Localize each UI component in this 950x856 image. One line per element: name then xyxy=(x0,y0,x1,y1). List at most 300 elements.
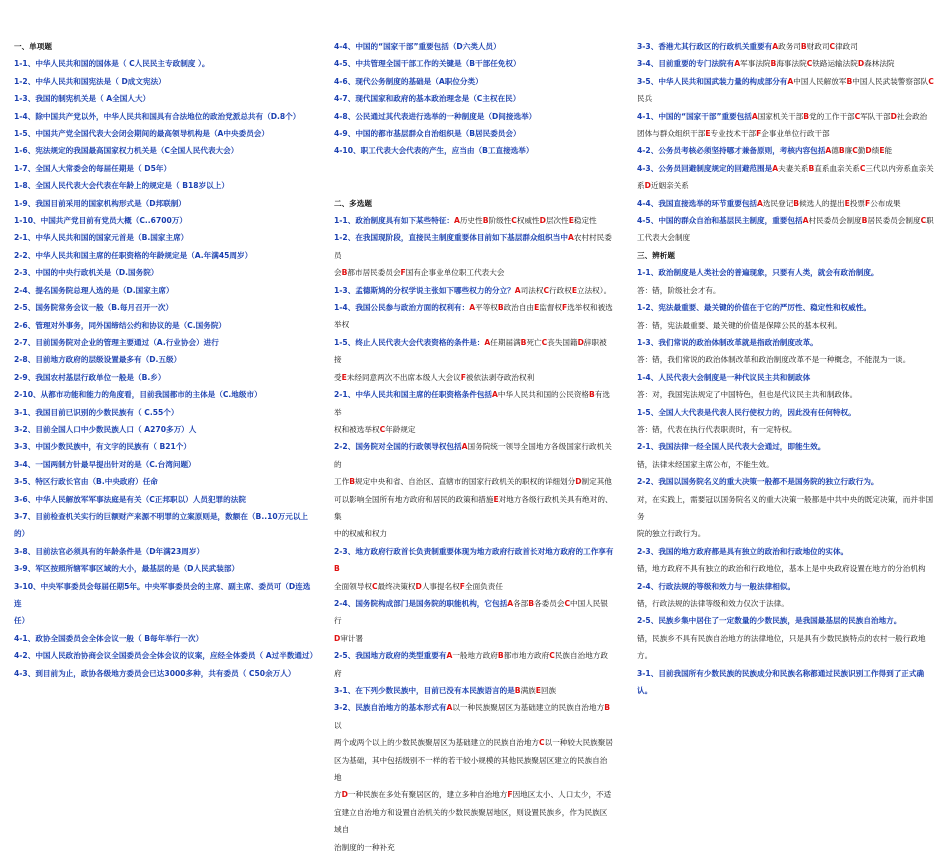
answer-option-letter: D xyxy=(539,216,546,226)
body-text: 两个或两个以上的少数民族聚居区为基础建立的民族自治地方 xyxy=(334,738,540,748)
body-text: 民兵 xyxy=(637,94,653,104)
question-text: 2-3、中国的中央行政机关是（D.国务院） xyxy=(14,268,159,278)
question-text: 2-3、地方政府行政首长负责制重要体现为地方政府行政首长对地方政府的工作享有 xyxy=(334,546,614,556)
question-text: 4-2、中国人民政治协商会议全国委员会全体会议的议案，应经全体委员（ A过半数通过） xyxy=(14,651,318,661)
text-line xyxy=(334,734,614,751)
text-line xyxy=(334,90,614,107)
text-line xyxy=(637,612,937,629)
answer-option-letter: E xyxy=(568,216,574,226)
text-line xyxy=(14,73,314,90)
body-text: 制定其他 xyxy=(581,477,612,487)
body-text: 错，地方政府不具有独立的政治和行政地位，基本上是中央政府设置在地方的分治机构 xyxy=(637,564,926,574)
question-text: 4-3、公务员回避制度规定的回避范围是 xyxy=(637,163,773,173)
body-text: 职 xyxy=(926,216,934,226)
text-line xyxy=(334,229,614,264)
body-text: 中的权威和权力 xyxy=(334,529,388,539)
body-text: 候选人的提出 xyxy=(799,198,845,208)
answer-option-letter: F xyxy=(460,372,466,382)
answer-option-letter: B xyxy=(800,42,807,51)
text-line xyxy=(334,525,614,542)
answer-option-letter: D xyxy=(857,59,865,69)
column-left xyxy=(14,38,318,682)
text-line xyxy=(14,386,314,403)
text-line xyxy=(334,699,614,734)
answer-option-letter: A xyxy=(757,198,763,208)
question-text: 1-5、中国共产党全国代表大会闭会期间的最高领导机构是（A中央委员会） xyxy=(14,129,269,139)
body-text: 团体与群众组织干部 xyxy=(637,129,706,139)
body-text: 对，在实践上，需要冠以国务院名义的重大决策一般都是中共中央的既定决策，而并非国务 xyxy=(637,494,934,521)
answer-option-letter: F xyxy=(865,198,871,208)
body-text: 森林法院 xyxy=(864,59,895,69)
text-line xyxy=(334,142,614,159)
text-line xyxy=(14,578,314,613)
body-text: 因地区太小、人口太少，不适 xyxy=(512,790,612,800)
body-text: 工作 xyxy=(334,477,350,487)
text-line xyxy=(637,282,937,299)
text-line xyxy=(334,195,614,212)
question-text: 3-9、军区按照所辖军事区域的大小，最基层的是（D人民武装部） xyxy=(14,564,240,574)
body-text: 勤 xyxy=(857,146,866,156)
body-text: 立法权 xyxy=(577,285,600,295)
text-line xyxy=(14,647,318,664)
answer-option-letter: B xyxy=(341,268,348,278)
text-line xyxy=(334,804,614,839)
text-line xyxy=(14,229,314,246)
text-line xyxy=(14,351,314,368)
body-text: 各委员会 xyxy=(534,598,565,608)
question-text: 3-5、中华人民共和国武装力量的构成部分有 xyxy=(637,76,788,86)
question-text: 2-10、从都市功能和能力的角度看，目前我国都市的主体是（C.地级市） xyxy=(14,390,262,400)
body-text: 宜建立自治地方和设置自治机关的少数民族聚居地区，则设置民族乡，作为民族区域自 xyxy=(334,807,608,835)
body-text: 答：错，代表在执行代表职责时，有一定特权。 xyxy=(637,424,797,434)
body-text: 直系血亲关系 xyxy=(814,163,860,173)
text-line xyxy=(637,55,937,72)
question-text: 4-2、公务员考核必须坚持哪才兼备原则，考核内容包括 xyxy=(637,146,826,156)
body-text: 以一种较大民族聚居 xyxy=(544,738,613,748)
body-text: 任期届满 xyxy=(490,337,521,347)
answer-option-letter: B xyxy=(838,146,845,156)
body-text: 财政司 xyxy=(806,42,830,51)
body-text: 军事法院 xyxy=(740,59,771,69)
body-text: 以一种民族聚居区为基础建立的民族自治地方 xyxy=(452,703,605,713)
answer-option-letter: D xyxy=(575,477,582,487)
body-text: 有选举 xyxy=(334,390,610,417)
answer-option-letter: E xyxy=(705,129,711,139)
text-line xyxy=(637,334,937,351)
answer-option-letter: E xyxy=(534,303,540,313)
text-line xyxy=(14,108,314,125)
text-line xyxy=(14,560,314,577)
answer-option-letter: A xyxy=(825,146,832,156)
body-text: 律政司 xyxy=(835,42,858,51)
body-text: 区为基础，其中包括级别不一样的若干较小规模的其他民族聚居区建立的民族自治地 xyxy=(334,755,608,783)
text-line xyxy=(637,665,937,700)
question-text: 2-8、目前地方政府的层级设置最多有（D.五级） xyxy=(14,355,182,365)
question-text: 3-4、一国两制方针最早提出针对的是（C.台湾问题） xyxy=(14,459,196,469)
question-text: 1-8、全国人民代表大会代表在年龄上的规定是（ B18岁以上） xyxy=(14,181,229,191)
text-line xyxy=(334,125,614,142)
text-line xyxy=(334,299,614,316)
text-line xyxy=(637,177,937,194)
question-text: 2-1、我国法律一经全国人民代表大会通过，即能生效。 xyxy=(637,442,826,452)
text-line xyxy=(14,299,314,316)
text-line xyxy=(14,38,314,55)
answer-option-letter: B xyxy=(482,216,489,226)
answer-option-letter: A xyxy=(567,233,574,243)
body-text: 能 xyxy=(884,146,893,156)
answer-option-letter: B xyxy=(520,337,527,347)
answer-option-letter: D xyxy=(577,337,584,347)
answer-option-letter: A xyxy=(469,303,476,313)
text-line xyxy=(637,299,937,316)
body-text: 中国人民解放军 xyxy=(793,76,847,86)
body-text: 举权 xyxy=(334,320,350,330)
body-text: 错，法律未经国家主席公布，不能生效。 xyxy=(637,459,774,469)
text-line xyxy=(637,578,937,595)
body-text: 农村村民委员 xyxy=(334,233,612,260)
body-text: 选民登记 xyxy=(762,198,794,208)
text-line xyxy=(334,264,614,281)
answer-option-letter: C xyxy=(859,163,866,173)
body-text: 都市地方政府 xyxy=(503,651,550,661)
answer-option-letter: A xyxy=(751,111,758,121)
text-line xyxy=(334,282,614,299)
body-text: 海事法院 xyxy=(776,59,807,69)
text-line xyxy=(637,212,937,229)
text-line xyxy=(637,90,937,107)
question-text: 3-3、香港尤其行政区的行政机关重要有 xyxy=(637,42,773,51)
body-text: 满族 xyxy=(520,686,536,695)
body-text: 三、辨析题 xyxy=(637,250,675,260)
question-text: 3-6、中华人民解放军军事法庭是有关（C正邦职以）人员犯罪的法院 xyxy=(14,494,246,504)
question-text: 4-4、中国的“国家干部”重要包括（D六类人员） xyxy=(334,42,501,51)
answer-option-letter: E xyxy=(493,494,499,504)
body-text: 答：错，我们常说的政治体制改革和政治制度改革不是一种概念，不能混为一谈。 xyxy=(637,355,911,365)
question-text: 2-5、我国地方政府的类型重要有 xyxy=(334,651,447,661)
answer-option-letter: B xyxy=(589,390,595,400)
body-text: 答：错，宪法最重要、最关键的价值是保障公民的基本权利。 xyxy=(637,320,843,330)
text-line xyxy=(14,508,314,543)
question-text: 2-4、行政法规的等级和效力与一般法律相似。 xyxy=(637,581,795,591)
body-text: 稳定性 xyxy=(573,216,597,226)
body-text: 规定中央和省、自治区、直辖市的国家行政机关的职权的详细划分 xyxy=(354,477,576,487)
answer-option-letter: A xyxy=(734,59,741,69)
text-line xyxy=(637,491,937,526)
answer-option-letter: F xyxy=(459,581,465,591)
answer-option-letter: B xyxy=(349,477,355,487)
body-text: 以 xyxy=(334,720,342,730)
answer-option-letter: A xyxy=(787,76,794,86)
text-line xyxy=(334,595,614,630)
text-line xyxy=(14,404,314,421)
question-text: 2-2、国务院对全国的行政领导权包括 xyxy=(334,442,462,452)
answer-option-letter: A xyxy=(802,216,809,226)
question-text: 1-1、政治制度是人类社会的普遍现象，只要有人类，就会有政治制度。 xyxy=(637,268,879,278)
text-line xyxy=(334,386,614,421)
question-text: 4-8、公民通过其代表进行选举的一种制度是（D间接选举） xyxy=(334,111,537,121)
answer-option-letter: E xyxy=(535,686,541,695)
body-text: 一种民族在多处有聚居区的，建立多种自治地方 xyxy=(347,790,508,800)
question-text: 1-2、宪法最重要、最关键的价值在于它的严厉性、稳定性和权威性。 xyxy=(637,303,871,313)
body-text: 被依法剥夺政治权利 xyxy=(465,372,535,382)
body-text: 企事业单位行政干部 xyxy=(761,129,830,139)
question-text: 1-2、中华人民共和国宪法是（ D成文宪法） xyxy=(14,76,166,86)
question-text: 1-4、除中国共产党以外，中华人民共和国具有合法地位的政治党派总共有（D.8个） xyxy=(14,111,301,121)
answer-option-letter: C xyxy=(379,424,386,434)
text-line xyxy=(14,90,314,107)
body-text: 政治自由 xyxy=(503,303,535,313)
body-text: 社会政治 xyxy=(896,111,928,121)
answer-option-letter: A xyxy=(461,442,468,452)
answer-option-letter: C xyxy=(806,59,813,69)
question-text: 1-1、中华人民共和国的国体是（ C人民民主专政制度 ）。 xyxy=(14,59,210,69)
body-text: 民族自治地方政府 xyxy=(334,651,608,678)
body-text: 受 xyxy=(334,372,342,382)
answer-option-letter: C xyxy=(549,651,555,661)
answer-option-letter: B xyxy=(514,686,521,695)
question-text: 2-5、民族乡集中居住了一定数量的少数民族，是我国最基层的民族自治地方。 xyxy=(637,616,902,626)
text-line xyxy=(637,317,937,334)
body-text: 中华人民共和国的公民资格 xyxy=(497,390,590,400)
body-text: 村民委员会制度 xyxy=(808,216,862,226)
body-text: 可以影响全国所有地方政府和居民的政策和措施 xyxy=(334,494,494,504)
question-text: 4-6、现代公务制度的基础是（A职位分类） xyxy=(334,76,483,86)
body-text: 一般地方政府 xyxy=(452,651,498,661)
answer-option-letter: C xyxy=(511,216,517,226)
text-line xyxy=(637,142,937,159)
question-text: 2-3、我国的地方政府都是具有独立的政治和行政地位的实体。 xyxy=(637,546,849,556)
body-text: 行政权 xyxy=(549,285,572,295)
body-text: 最终决策权 xyxy=(377,581,416,591)
body-text: 廉 xyxy=(844,146,853,156)
question-text: 1-7、全国人大常委会的每届任期是（ D5年） xyxy=(14,163,172,173)
question-text: 3-1、我国目前已识别的少数民族有（ C.55个） xyxy=(14,407,179,417)
answer-option-letter: D xyxy=(890,111,897,121)
body-text: 工代表大会制度 xyxy=(637,233,691,243)
text-line xyxy=(637,630,937,665)
body-text: 人事提名权 xyxy=(421,581,460,591)
body-text: 居民委员会制度 xyxy=(867,216,921,226)
text-line xyxy=(14,438,314,455)
answer-option-letter: A xyxy=(492,390,498,400)
body-text: 阶级性 xyxy=(488,216,512,226)
text-line xyxy=(637,229,937,246)
text-line xyxy=(14,160,314,177)
body-text: 投票 xyxy=(849,198,866,208)
text-line xyxy=(334,212,614,229)
question-text: 任） xyxy=(14,616,30,626)
question-text: 1-3、我们常说的政治体制改革就是指政治制度改革。 xyxy=(637,337,818,347)
question-text: 4-3、到目前为止，政协各级地方委员会已达3000多种，共有委员（ C50余万人） xyxy=(14,668,296,678)
answer-option-letter: C xyxy=(543,285,550,295)
answer-option-letter: C xyxy=(852,146,858,156)
body-text: 德 xyxy=(831,146,839,156)
text-line xyxy=(14,334,314,351)
text-line xyxy=(334,578,614,595)
answer-option-letter: B xyxy=(497,651,504,661)
text-line xyxy=(637,438,937,455)
answer-option-letter: E xyxy=(341,372,347,382)
answer-option-letter: A xyxy=(446,703,453,713)
body-text: 监督权 xyxy=(539,303,563,313)
body-text: 选举权和被选 xyxy=(567,303,613,313)
column-right xyxy=(637,38,937,699)
text-line xyxy=(637,73,937,90)
question-text: 2-5、国务院常务会议一般（B.每月召开一次） xyxy=(14,303,174,313)
body-text: 司法权 xyxy=(520,285,544,295)
answer-option-letter: D xyxy=(644,181,651,191)
body-text: 政务司 xyxy=(778,42,801,51)
question-text: 4-10、职工代表大会代表的产生，应当由（B工直接选举） xyxy=(334,146,534,156)
body-text: 军队干部 xyxy=(860,111,891,121)
body-text: 二、多选题 xyxy=(334,198,372,208)
body-text: 夫妻关系 xyxy=(778,163,809,173)
text-line xyxy=(334,473,614,490)
body-text: 年龄规定 xyxy=(385,424,416,434)
body-text: 历史性 xyxy=(459,216,483,226)
question-text: 2-1、中华人民共和国主席的任职资格条件包括 xyxy=(334,390,492,400)
answer-option-letter: A xyxy=(772,163,779,173)
question-text: 1-4、我国公民参与政治方面的权利有： xyxy=(334,303,470,313)
answer-option-letter: A xyxy=(507,598,514,608)
text-line xyxy=(334,421,614,438)
text-line xyxy=(637,38,937,55)
question-text: 2-1、中华人民共和国的国家元首是（B.国家主席） xyxy=(14,233,189,243)
body-text: 对地方各级行政机关具有绝对的、集 xyxy=(334,494,613,521)
body-text: 专业技术干部 xyxy=(710,129,757,139)
answer-option-letter: B xyxy=(861,216,868,226)
answer-option-letter: C xyxy=(829,42,836,51)
body-text: 一、单项题 xyxy=(14,42,52,51)
text-line xyxy=(14,282,314,299)
text-line xyxy=(334,73,614,90)
text-line xyxy=(14,247,314,264)
question-text: 1-2、在我国现阶段，直接民主制度重要体目前如下基层群众组织当中 xyxy=(334,233,568,243)
text-line xyxy=(334,369,614,386)
answer-option-letter: D xyxy=(415,581,422,591)
answer-option-letter: B xyxy=(770,59,777,69)
column-middle xyxy=(334,38,614,856)
answer-option-letter: E xyxy=(571,285,577,295)
text-line xyxy=(637,264,937,281)
body-text: 公布成果 xyxy=(870,198,901,208)
question-text: 3-8、目前法官必须具有的年龄条件是（D年满23周岁） xyxy=(14,546,205,556)
text-line xyxy=(637,351,937,368)
answer-option-letter: F xyxy=(507,790,513,800)
question-text: 3-1、在下列少数民族中，目前已没有本民族语言的是 xyxy=(334,686,515,695)
body-text: 国家机关干部 xyxy=(757,111,804,121)
body-text: ）。 xyxy=(599,285,612,295)
text-line xyxy=(14,55,314,72)
text-line xyxy=(637,473,937,490)
text-line xyxy=(334,438,614,473)
text-line xyxy=(14,630,314,647)
blank-line xyxy=(334,177,614,194)
answer-option-letter: B xyxy=(793,198,800,208)
answer-option-letter: A xyxy=(772,42,779,51)
answer-option-letter: F xyxy=(400,268,406,278)
text-line xyxy=(637,404,937,421)
body-text: 审计署 xyxy=(340,633,364,643)
answer-option-letter: A xyxy=(454,216,460,226)
body-text: 层次性 xyxy=(545,216,569,226)
body-text: 党的工作干部 xyxy=(809,111,855,121)
answer-option-letter: A xyxy=(484,337,491,347)
question-text: 2-2、中华人民共和国主席的任职资格的年龄规定是（A.年满45周岁） xyxy=(14,250,253,260)
text-line xyxy=(637,456,937,473)
text-line xyxy=(637,160,937,177)
text-line xyxy=(637,543,937,560)
body-text: 系 xyxy=(637,181,645,191)
answer-option-letter: D xyxy=(341,790,348,800)
answer-option-letter: D xyxy=(334,633,341,643)
body-text: 会 xyxy=(334,268,342,278)
question-text: 3-2、目前全国人口中少数民族人口（ A270多万）人 xyxy=(14,424,197,434)
answer-option-letter: A xyxy=(514,285,521,295)
text-line xyxy=(14,212,314,229)
text-line xyxy=(14,369,314,386)
question-text: 3-10、中央军事委员会每届任期5年。中央军事委员会的主席、副主席、委员可（D连选连 xyxy=(14,581,311,608)
body-text: 辞职被接 xyxy=(334,337,607,365)
question-text: 2-7、目前国务院对企业的管理主要通过（A.行业协会）进行 xyxy=(14,337,219,347)
question-text: 4-1、中国的“国家干部”重要包括 xyxy=(637,111,752,121)
text-line xyxy=(334,839,614,856)
body-text: 死亡 xyxy=(526,337,542,347)
text-line xyxy=(334,316,614,333)
text-line xyxy=(637,386,937,403)
question-text: 4-1、政协全国委员会全体会议一般（ B每年举行一次） xyxy=(14,633,204,643)
question-text: 1-9、我国目前采用的国家机构形式是（D邦联制） xyxy=(14,198,186,208)
body-text: 权和被选举权 xyxy=(334,424,380,434)
answer-option-letter: F xyxy=(562,303,568,313)
body-text: 近姻亲关系 xyxy=(650,181,689,191)
text-line xyxy=(334,38,614,55)
body-text: 三代以内旁系血亲关 xyxy=(865,163,934,173)
body-text: 未经同意两次不出席本级人大会议 xyxy=(346,372,461,382)
text-line xyxy=(334,543,614,578)
body-text: 中国人民武装警察部队 xyxy=(852,76,929,86)
question-text: 4-5、中共管理全国干部工作的关键是（B干部任免权） xyxy=(334,59,521,69)
question-text: 1-3、孟德斯鸠的分权学说主张如下哪些权力的分立？ xyxy=(334,285,515,295)
text-line xyxy=(14,473,314,490)
text-line xyxy=(637,369,937,386)
question-text: 1-5、终止人民代表大会代表资格的条件是： xyxy=(334,337,485,347)
answer-option-letter: B xyxy=(803,111,810,121)
answer-option-letter: B xyxy=(497,303,504,313)
question-text: 2-4、提名国务院总理人选的是（D.国家主席） xyxy=(14,285,174,295)
question-text: 1-3、我国的制宪机关是（ A全国人大） xyxy=(14,94,151,104)
question-text: 2-4、国务院构成部门是国务院的职能机构，它包括 xyxy=(334,598,508,608)
body-text: 答：对，我国宪法规定了中国特色，但也是代议民主共和制政体。 xyxy=(637,390,858,400)
text-line xyxy=(334,491,614,526)
answer-option-letter: C xyxy=(564,598,571,608)
body-text: 平等权 xyxy=(475,303,498,313)
text-line xyxy=(14,456,314,473)
text-line xyxy=(14,125,314,142)
answer-option-letter: B xyxy=(604,703,610,713)
text-line xyxy=(334,334,614,369)
text-line xyxy=(334,647,614,682)
body-text: 都市居民委员会 xyxy=(347,268,401,278)
answer-option-letter: C xyxy=(920,216,927,226)
body-text: 各部 xyxy=(513,598,529,608)
question-text: 4-9、中国的都市基层群众自治组织是（B居民委员会） xyxy=(334,129,521,139)
body-text: 答：错，阶级社会才有。 xyxy=(637,285,721,295)
text-line xyxy=(14,264,314,281)
text-line xyxy=(334,682,614,699)
text-line xyxy=(637,525,937,542)
question-text: 2-2、我国以国务院名义的重大决策一般都不是国务院的独立行政行为。 xyxy=(637,477,879,487)
